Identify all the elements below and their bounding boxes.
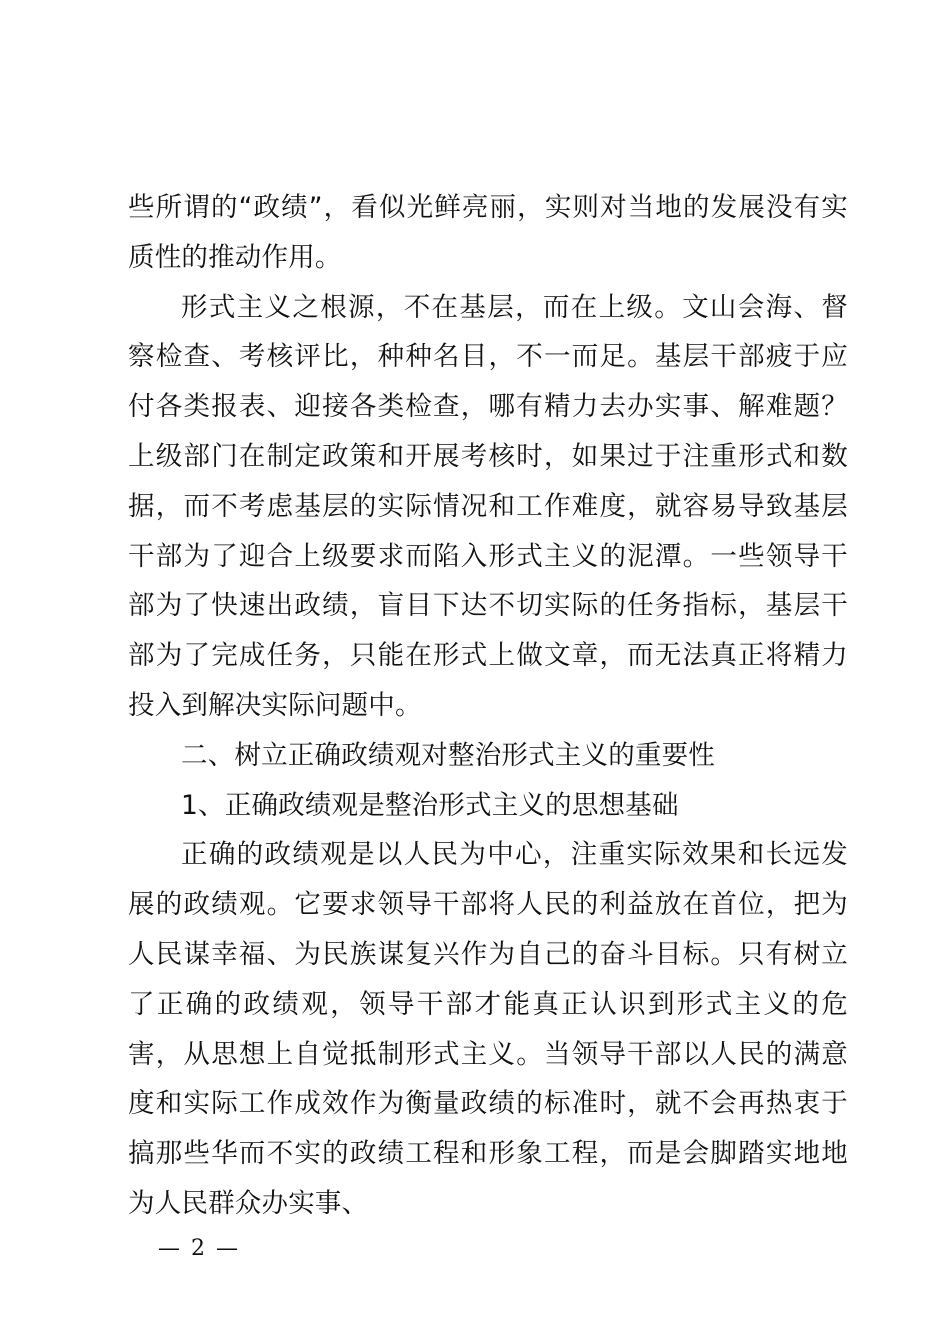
document-body (128, 183, 848, 1229)
page-number: — 2 — (158, 1236, 240, 1261)
body-paragraph: 些所谓的“政绩”，看似光鲜亮丽，实则对当地的发展没有实质性的推动作用。 (128, 192, 848, 273)
section-heading: 二、树立正确政绩观对整治形式主义的重要性 (181, 739, 715, 771)
subsection-heading: 1、正确政绩观是整治形式主义的思想基础 (181, 789, 679, 821)
body-paragraph: 形式主义之根源，不在基层，而在上级。文山会海、督察检查、考核评比，种种名目，不一而足。基层干部疲于应付各类报表、迎接各类检查，哪有精力去办实事、解难题？上级部门在制定政策和开展考核时，如果过于注重形式和数据，而不考虑基层的实际情况和工作难度，就容易导致基层干部为了迎合上级要求而陷入形式主义的泥潭。一些领导干部为了快速出政绩，盲目下达不切实际的任务指标，基层干部为了完成任务，只能在形式上做文章，而无法真正将精力投入到解决实际问题中。 (128, 291, 848, 721)
body-paragraph: 正确的政绩观是以人民为中心，注重实际效果和长远发展的政绩观。它要求领导干部将人民的利益放在首位，把为人民谋幸福、为民族谋复兴作为自己的奋斗目标。只有树立了正确的政绩观，领导干部才能真正认识到形式主义的危害，从思想上自觉抵制形式主义。当领导干部以人民的满意度和实际工作成效作为衡量政绩的标准时，就不会再热衷于搞那些华而不实的政绩工程和形象工程，而是会脚踏实地地为人民群众办实事、 (128, 839, 848, 1219)
